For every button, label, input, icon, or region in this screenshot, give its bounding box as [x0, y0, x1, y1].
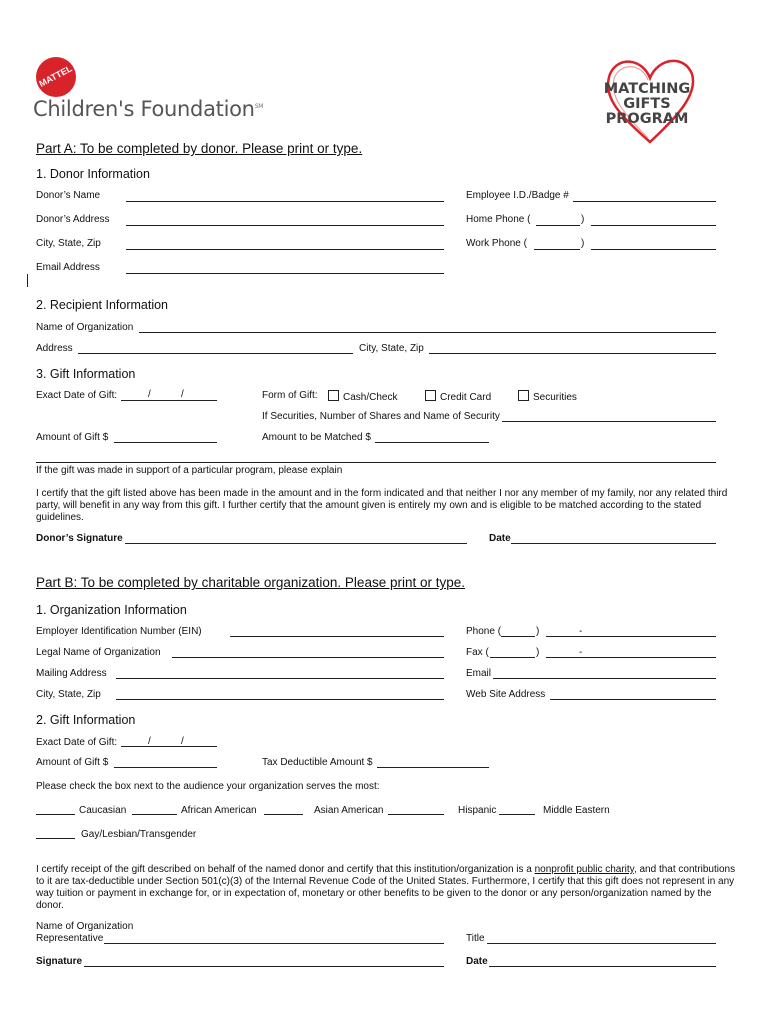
org-email-field[interactable] [493, 678, 716, 679]
gift-date-slash-1: / [148, 389, 151, 400]
caucasian-checkbox[interactable] [36, 814, 75, 815]
org-signature-field[interactable] [84, 966, 444, 967]
logo-line-1: MATCHING [603, 81, 691, 97]
tax-deductible-label: Tax Deductible Amount $ [262, 757, 373, 768]
fax-label: Fax ( [466, 647, 489, 658]
securities-option[interactable]: Securities [518, 390, 577, 403]
credit-card-option[interactable]: Credit Card [425, 390, 491, 403]
gift-date-field[interactable] [121, 400, 217, 401]
logo-line-2: GIFTS [623, 96, 671, 112]
part-a-title: Part A: To be completed by donor. Please print or type. [36, 141, 363, 156]
matched-amount-field[interactable] [375, 442, 489, 443]
asian-american-checkbox[interactable] [264, 814, 303, 815]
ein-label: Employer Identification Number (EIN) [36, 626, 202, 637]
email-label: Email Address [36, 262, 100, 273]
program-explain-label: If the gift was made in support of a particular program, please explain [36, 465, 343, 476]
gift-amount-label: Amount of Gift $ [36, 432, 109, 443]
service-mark: SM [254, 103, 264, 110]
org-gift-date-label: Exact Date of Gift: [36, 737, 118, 748]
org-phone-dash: - [579, 626, 583, 637]
home-phone-field[interactable] [591, 225, 716, 226]
hispanic-checkbox[interactable] [388, 814, 444, 815]
legal-name-label: Legal Name of Organization [36, 647, 161, 658]
org-gift-amount-field[interactable] [114, 767, 217, 768]
employee-id-field[interactable] [573, 201, 716, 202]
mailing-address-label: Mailing Address [36, 668, 107, 679]
nonprofit-public-charity-link: nonprofit public charity [534, 864, 634, 875]
org-date-field[interactable] [489, 966, 716, 967]
part-b-title: Part B: To be completed by charitable organization. Please print or type. [36, 575, 465, 590]
foundation-name: Children's Foundation℠ [33, 97, 264, 121]
mattel-badge-text: MATTEL [37, 63, 74, 89]
rep-label-line-1: Name of Organization [36, 921, 134, 932]
gift-heading: 3. Gift Information [36, 367, 136, 381]
work-phone-label: Work Phone ( [466, 238, 527, 249]
caucasian-label: Caucasian [79, 805, 127, 816]
home-phone-area-field[interactable] [536, 225, 580, 226]
rep-name-field[interactable] [104, 943, 444, 944]
donor-address-field[interactable] [126, 225, 444, 226]
website-field[interactable] [550, 699, 716, 700]
org-phone-label: Phone ( [466, 626, 502, 637]
securities-field[interactable] [502, 421, 716, 422]
org-phone-field[interactable] [546, 636, 716, 637]
donor-city-label: City, State, Zip [36, 238, 101, 249]
audience-prompt: Please check the box next to the audience your organization serves the most: [36, 781, 380, 792]
org-gift-date-slash-2: / [181, 736, 184, 747]
recipient-city-field[interactable] [429, 353, 716, 354]
gay-lesbian-transgender-label: Gay/Lesbian/Transgender [81, 829, 197, 840]
website-label: Web Site Address [466, 689, 546, 700]
donor-certification: I certify that the gift listed above has been made in the amount and in the form indicated and that neither I nor any member of my family, nor any related third party, will benefit in any way from this gift. I further certify that the amount given is entirely my own and is eligible to be matched according to the stated guidelines. [36, 488, 728, 523]
donor-date-label: Date [489, 533, 511, 544]
rep-title-label: Title [466, 933, 485, 944]
donor-signature-label: Donor’s Signature [36, 533, 123, 544]
logo-line-3: PROGRAM [605, 111, 689, 127]
donor-signature-field[interactable] [125, 543, 467, 544]
org-city-label: City, State, Zip [36, 689, 101, 700]
org-certification: I certify receipt of the gift described on behalf of the named donor and certify that this institution/organization is a nonprofit public charity, and that contributions to it are tax-deductible under Section 501(c)(3) of the Internal Revenue Code of the United States. Furthermore, I certify that this gift does not represent in any way tuition or payment in exchange for, or in expectation of, monetary or other benefits to be given to the donor or any person/organization named by the donor. [36, 864, 736, 911]
email-field[interactable] [126, 273, 444, 274]
gay-lesbian-transgender-checkbox[interactable] [36, 838, 75, 839]
recipient-address-label: Address [36, 343, 73, 354]
recipient-city-label: City, State, Zip [359, 343, 424, 354]
donor-date-field[interactable] [511, 543, 716, 544]
gift-amount-field[interactable] [114, 442, 217, 443]
org-gift-date-slash-1: / [148, 736, 151, 747]
rep-label-line-2: Representative [36, 933, 104, 944]
hispanic-label: Hispanic [458, 805, 497, 816]
donor-city-field[interactable] [126, 249, 444, 250]
recipient-org-field[interactable] [139, 332, 716, 333]
asian-american-label: Asian American [314, 805, 384, 816]
rep-title-field[interactable] [487, 943, 716, 944]
donor-heading: 1. Donor Information [36, 167, 150, 181]
securities-checkbox[interactable] [518, 390, 529, 401]
securities-label: If Securities, Number of Shares and Name of Security [262, 411, 500, 422]
donor-name-label: Donor’s Name [36, 190, 101, 201]
middle-eastern-label: Middle Eastern [543, 805, 610, 816]
mattel-logo [34, 55, 78, 99]
donor-address-label: Donor’s Address [36, 214, 110, 225]
recipient-address-field[interactable] [78, 353, 353, 354]
org-heading: 1. Organization Information [36, 603, 187, 617]
work-phone-field[interactable] [591, 249, 716, 250]
org-gift-date-field[interactable] [121, 746, 217, 747]
mailing-address-field[interactable] [116, 678, 444, 679]
org-phone-area-field[interactable] [501, 636, 535, 637]
donor-name-field[interactable] [126, 201, 444, 202]
fax-paren: ) [536, 647, 540, 658]
recipient-org-label: Name of Organization [36, 322, 134, 333]
fax-dash: - [579, 647, 583, 658]
program-explain-field[interactable] [36, 462, 716, 463]
org-date-label: Date [466, 956, 488, 967]
african-american-checkbox[interactable] [132, 814, 177, 815]
legal-name-field[interactable] [172, 657, 444, 658]
org-gift-amount-label: Amount of Gift $ [36, 757, 109, 768]
text-cursor [27, 274, 28, 287]
home-phone-paren: ) [581, 214, 585, 225]
gift-date-label: Exact Date of Gift: [36, 390, 118, 401]
african-american-label: African American [181, 805, 257, 816]
ein-field[interactable] [230, 636, 444, 637]
employee-id-label: Employee I.D./Badge # [466, 190, 569, 201]
matched-amount-label: Amount to be Matched $ [262, 432, 371, 443]
home-phone-label: Home Phone ( [466, 214, 531, 225]
credit-card-checkbox[interactable] [425, 390, 436, 401]
org-gift-heading: 2. Gift Information [36, 713, 136, 727]
org-signature-label: Signature [36, 956, 83, 967]
recipient-heading: 2. Recipient Information [36, 298, 169, 312]
org-city-field[interactable] [116, 699, 444, 700]
work-phone-paren: ) [581, 238, 585, 249]
org-email-label: Email [466, 668, 492, 679]
form-of-gift-label: Form of Gift: [262, 390, 318, 401]
gift-date-slash-2: / [181, 389, 184, 400]
org-phone-paren: ) [536, 626, 540, 637]
tax-deductible-field[interactable] [377, 767, 489, 768]
cash-check-option[interactable]: Cash/Check [328, 390, 397, 403]
cash-check-checkbox[interactable] [328, 390, 339, 401]
fax-area-field[interactable] [490, 657, 535, 658]
middle-eastern-checkbox[interactable] [499, 814, 535, 815]
work-phone-area-field[interactable] [534, 249, 580, 250]
fax-field[interactable] [546, 657, 716, 658]
